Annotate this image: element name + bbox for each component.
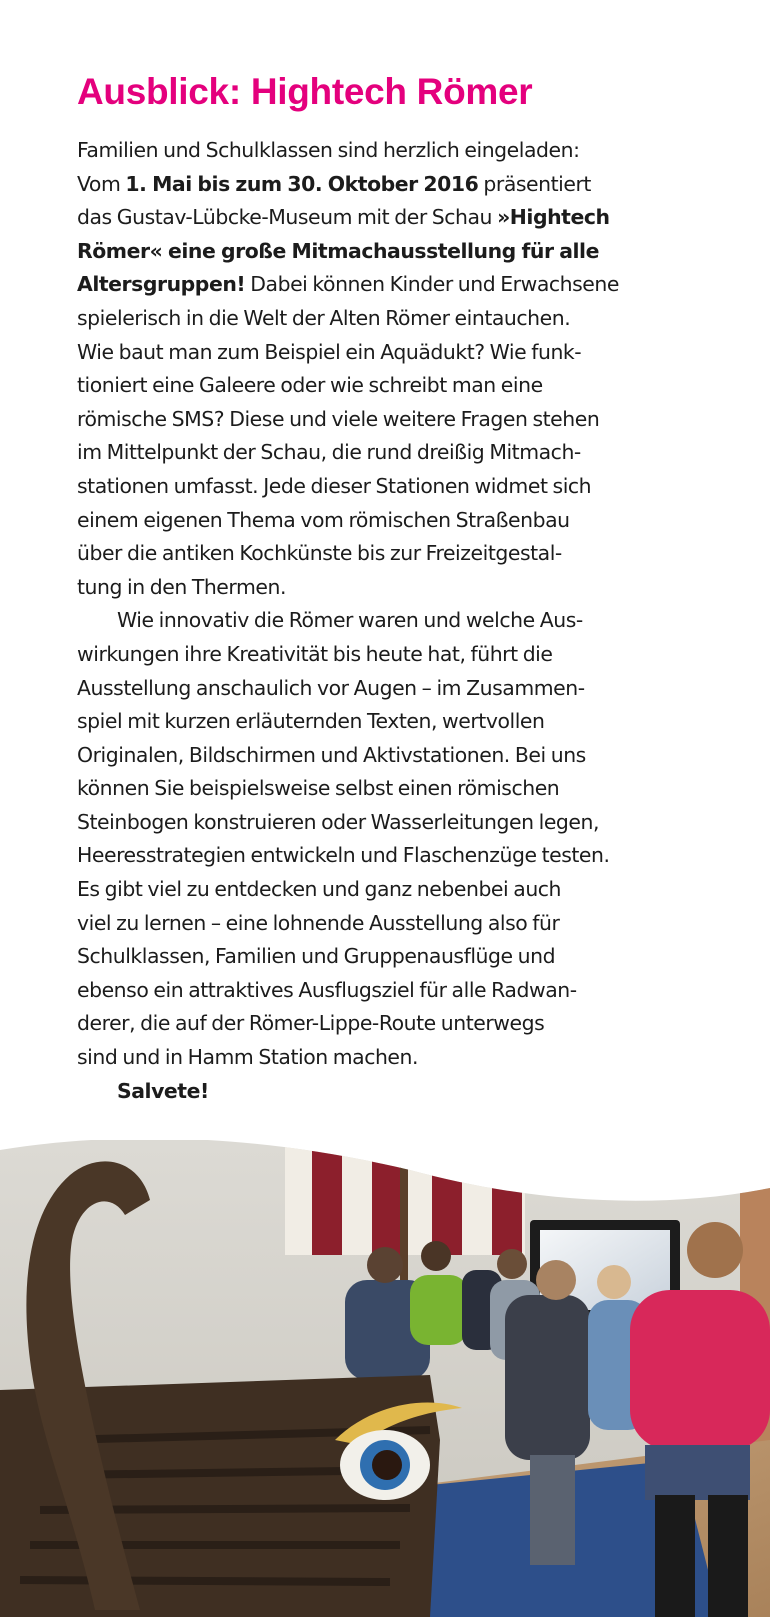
text-run: Vom: [77, 171, 126, 196]
paragraph-1-line-4: [77, 235, 757, 269]
paragraph-1-line-8: tioniert eine Galeere oder wie schreibt man eine: [77, 373, 543, 398]
paragraph-2-line-6: können Sie beispielsweise selbst einen römischen: [77, 776, 560, 801]
text-run: das Gustav-Lübcke-Museum mit der Schau: [77, 205, 498, 230]
paragraph-1-line-7: Wie baut man zum Beispiel ein Aquädukt? Wie funk-: [77, 339, 582, 364]
age-groups-emphasis: Altersgruppen!: [77, 272, 246, 297]
paragraph-2-line-11: Schulklassen, Familien und Gruppenausflüge und: [77, 944, 556, 969]
text-run: präsentiert: [478, 171, 591, 196]
paragraph-2-line-1: Wie innovativ die Römer waren und welche Aus-: [117, 608, 583, 633]
paragraph-2-line-12: ebenso ein attraktives Ausflugsziel für alle Radwan-: [77, 977, 577, 1002]
article: [77, 62, 757, 1108]
closing-salutation: Salvete!: [117, 1078, 209, 1103]
paragraph-1-line-9: römische SMS? Diese und viele weitere Fragen stehen: [77, 406, 600, 431]
paragraph-2-line-9: Es gibt viel zu entdecken und ganz nebenbei auch: [77, 877, 562, 902]
paragraph-1-line-13: über die antiken Kochkünste bis zur Freizeitgestal-: [77, 541, 562, 566]
paragraph-2-line-3: Ausstellung anschaulich vor Augen – im Zusammen-: [77, 675, 585, 700]
paragraph-1-line-11: stationen umfasst. Jede dieser Stationen widmet sich: [77, 473, 592, 498]
article-title: Ausblick: Hightech Römer: [77, 71, 533, 112]
text-run: Dabei können Kinder und Erwachsene: [245, 272, 619, 297]
paragraph-2-line-5: Originalen, Bildschirmen und Aktivstationen. Bei uns: [77, 742, 586, 767]
paragraph-1-line-5: [77, 268, 757, 302]
exhibition-dates: 1. Mai bis zum 30. Oktober 2016: [125, 171, 479, 196]
exhibition-photo: [0, 1140, 770, 1617]
paragraph-1-line-6: spielerisch in die Welt der Alten Römer eintauchen.: [77, 305, 571, 330]
paragraph-2-line-4: spiel mit kurzen erläuternden Texten, wertvollen: [77, 709, 545, 734]
article-body: [77, 134, 757, 1108]
paragraph-1-line-2: [77, 168, 757, 202]
paragraph-1-line-1: Familien und Schulklassen sind herzlich eingeladen:: [77, 138, 580, 162]
closing-line: [77, 1075, 757, 1109]
paragraph-2-line-10: viel zu lernen – eine lohnende Ausstellung also für: [77, 910, 560, 935]
exhibition-name-rest: Römer« eine große Mitmachausstellung für alle: [77, 238, 599, 263]
paragraph-1-line-14: tung in den Thermen.: [77, 574, 286, 599]
paragraph-2-line-8: Heeresstrategien entwickeln und Flaschenzüge testen.: [77, 843, 610, 868]
exhibition-name-start: »Hightech: [497, 205, 610, 230]
paragraph-2-line-7: Steinbogen konstruieren oder Wasserleitungen legen,: [77, 809, 600, 834]
paragraph-2-line-14: sind und in Hamm Station machen.: [77, 1045, 419, 1070]
paragraph-2-line-2: wirkungen ihre Kreativität bis heute hat, führt die: [77, 641, 553, 666]
paragraph-1-line-3: [77, 201, 757, 235]
paragraph-1-line-12: einem eigenen Thema vom römischen Straßenbau: [77, 507, 570, 532]
paragraph-1-line-10: im Mittelpunkt der Schau, die rund dreißig Mitmach-: [77, 440, 581, 465]
paragraph-2-line-13: derer, die auf der Römer-Lippe-Route unterwegs: [77, 1011, 545, 1036]
